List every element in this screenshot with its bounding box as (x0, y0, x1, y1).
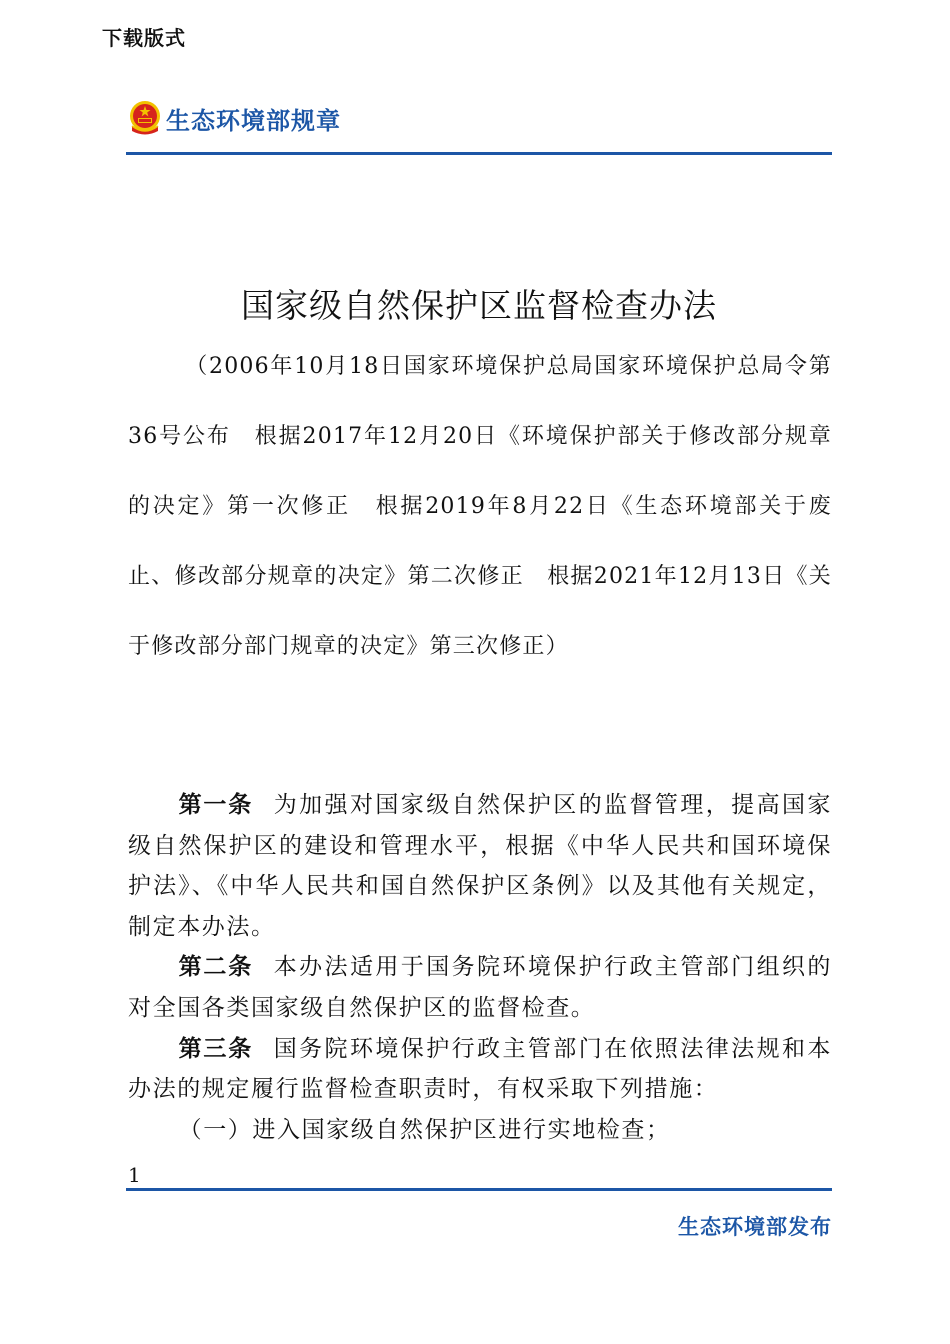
document-title: 国家级自然保护区监督检查办法 (241, 286, 717, 325)
article-label: 第二条 (178, 954, 254, 981)
article-3-item-1: （一）进入国家级自然保护区进行实地检查； (178, 1116, 671, 1143)
footer-divider (126, 1188, 832, 1191)
page-header (128, 98, 341, 138)
article-text: 为加强对国家级自然保护区的监督管理，提高国家级自然保护区的建设和管理水平，根据《中华人民共和国环境保护法》、《中华人民共和国自然保护区条例》以及其他有关规定，制定本办法。 (128, 792, 833, 940)
page-number: 1 (128, 1163, 141, 1187)
article-label: 第三条 (178, 1035, 254, 1062)
header-divider (126, 152, 832, 155)
footer-publisher: 生态环境部发布 (678, 1215, 832, 1239)
download-format-link[interactable]: 下载版式 (102, 26, 186, 50)
national-emblem-icon (128, 100, 162, 136)
article-1 (128, 785, 832, 947)
article-text: 本办法适用于国务院环境保护行政主管部门组织的对全国各类国家级自然保护区的监督检查。 (128, 954, 833, 1021)
article-label: 第一条 (178, 792, 254, 818)
article-2 (128, 947, 832, 1028)
articles-section (128, 785, 832, 1150)
revision-history: （2006年10月18日国家环境保护总局国家环境保护总局令第36号公布 根据2017年12月20日《环境保护部关于修改部分规章的决定》第一次修正 根据2019年8月22日《生态环境部关于废止、修改部分规章的决定》第二次修正 根据2021年12月13日《关于修改部分部门规章的决定》第三次修正） (128, 354, 832, 659)
header-title: 生态环境部规章 (166, 106, 341, 135)
article-text: 国务院环境保护行政主管部门在依照法律法规和本办法的规定履行监督检查职责时，有权采取下列措施： (128, 1035, 833, 1103)
article-3 (128, 1029, 832, 1110)
